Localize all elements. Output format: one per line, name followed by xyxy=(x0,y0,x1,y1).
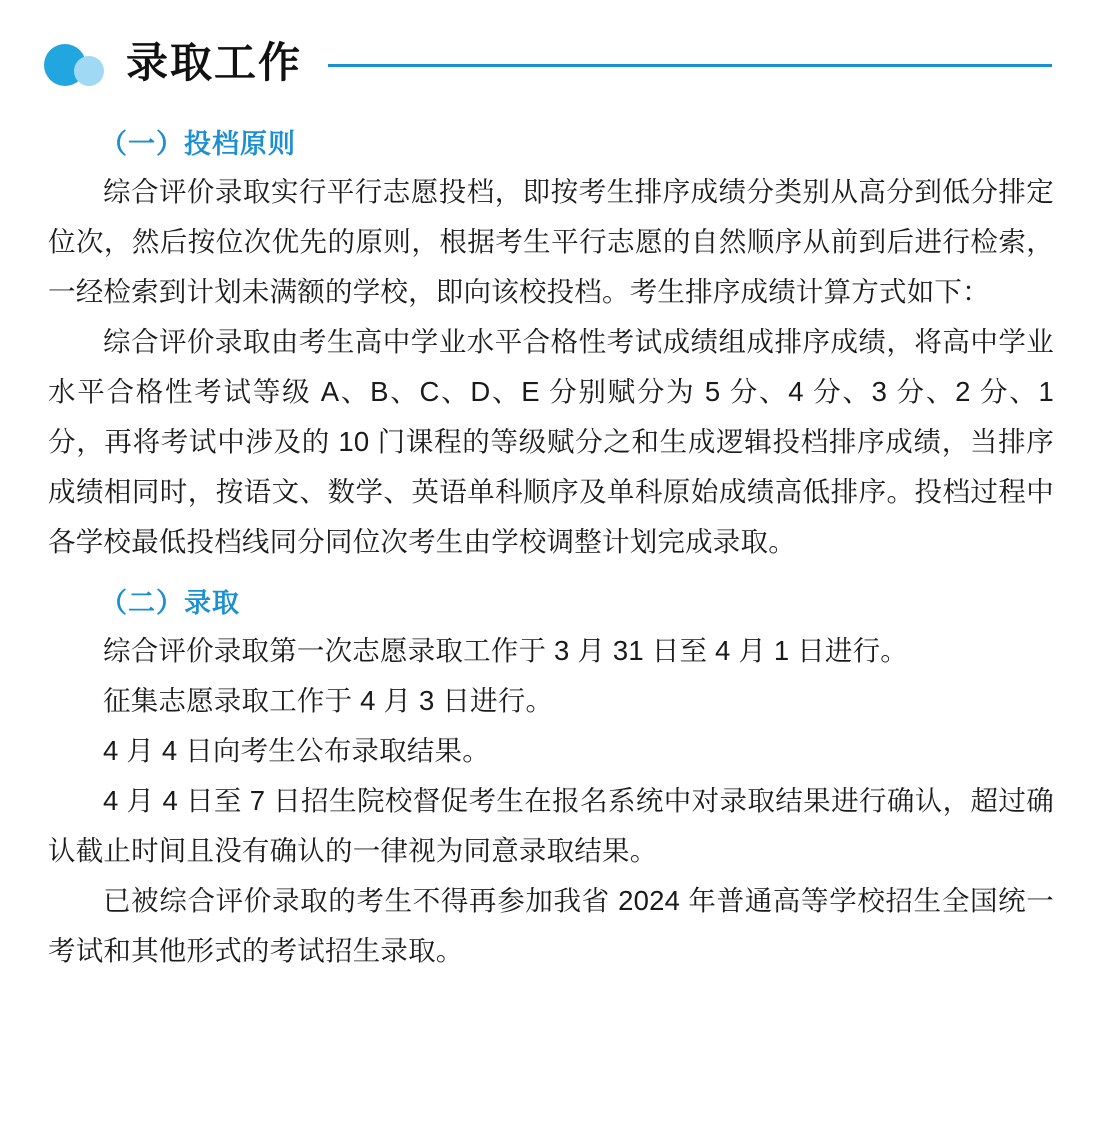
document-body xyxy=(0,86,1102,976)
paragraph: 已被综合评价录取的考生不得再参加我省 2024 年普通高等学校招生全国统一考试和其他形式的考试招生录取。 xyxy=(48,885,1054,966)
header-divider xyxy=(328,64,1052,67)
paragraph: 综合评价录取由考生高中学业水平合格性考试成绩组成排序成绩，将高中学业水平合格性考试等级 A、B、C、D、E 分别赋分为 5 分、4 分、3 分、2 分、1 分，再将考试中涉及的 10 门课程的等级赋分之和生成逻辑投档排序成绩，当排序成绩相同时，按语文、数学、英语单科顺序及单科原始成绩高低排序。投档过程中各学校最低投档线同分同位次考生由学校调整计划完成录取。 xyxy=(48,326,1054,557)
section-heading-2: （二）录取 xyxy=(100,588,240,618)
section-heading-1: （一）投档原则 xyxy=(100,129,296,159)
page-title: 录取工作 xyxy=(126,39,303,86)
paragraph: 综合评价录取第一次志愿录取工作于 3 月 31 日至 4 月 1 日进行。 xyxy=(103,635,908,666)
document-header xyxy=(0,0,1102,86)
paragraph: 征集志愿录取工作于 4 月 3 日进行。 xyxy=(103,685,554,716)
paragraph: 4 月 4 日向考生公布录取结果。 xyxy=(103,735,490,766)
paragraph: 综合评价录取实行平行志愿投档，即按考生排序成绩分类别从高分到低分排定位次，然后按位次优先的原则，根据考生平行志愿的自然顺序从前到后进行检索，一经检索到计划未满额的学校，即向该校投档。考生排序成绩计算方式如下： xyxy=(48,176,1054,307)
logo-circle-light xyxy=(74,56,104,86)
paragraph: 4 月 4 日至 7 日招生院校督促考生在报名系统中对录取结果进行确认，超过确认截止时间且没有确认的一律视为同意录取结果。 xyxy=(48,785,1054,866)
two-circles-logo-icon xyxy=(44,40,122,86)
